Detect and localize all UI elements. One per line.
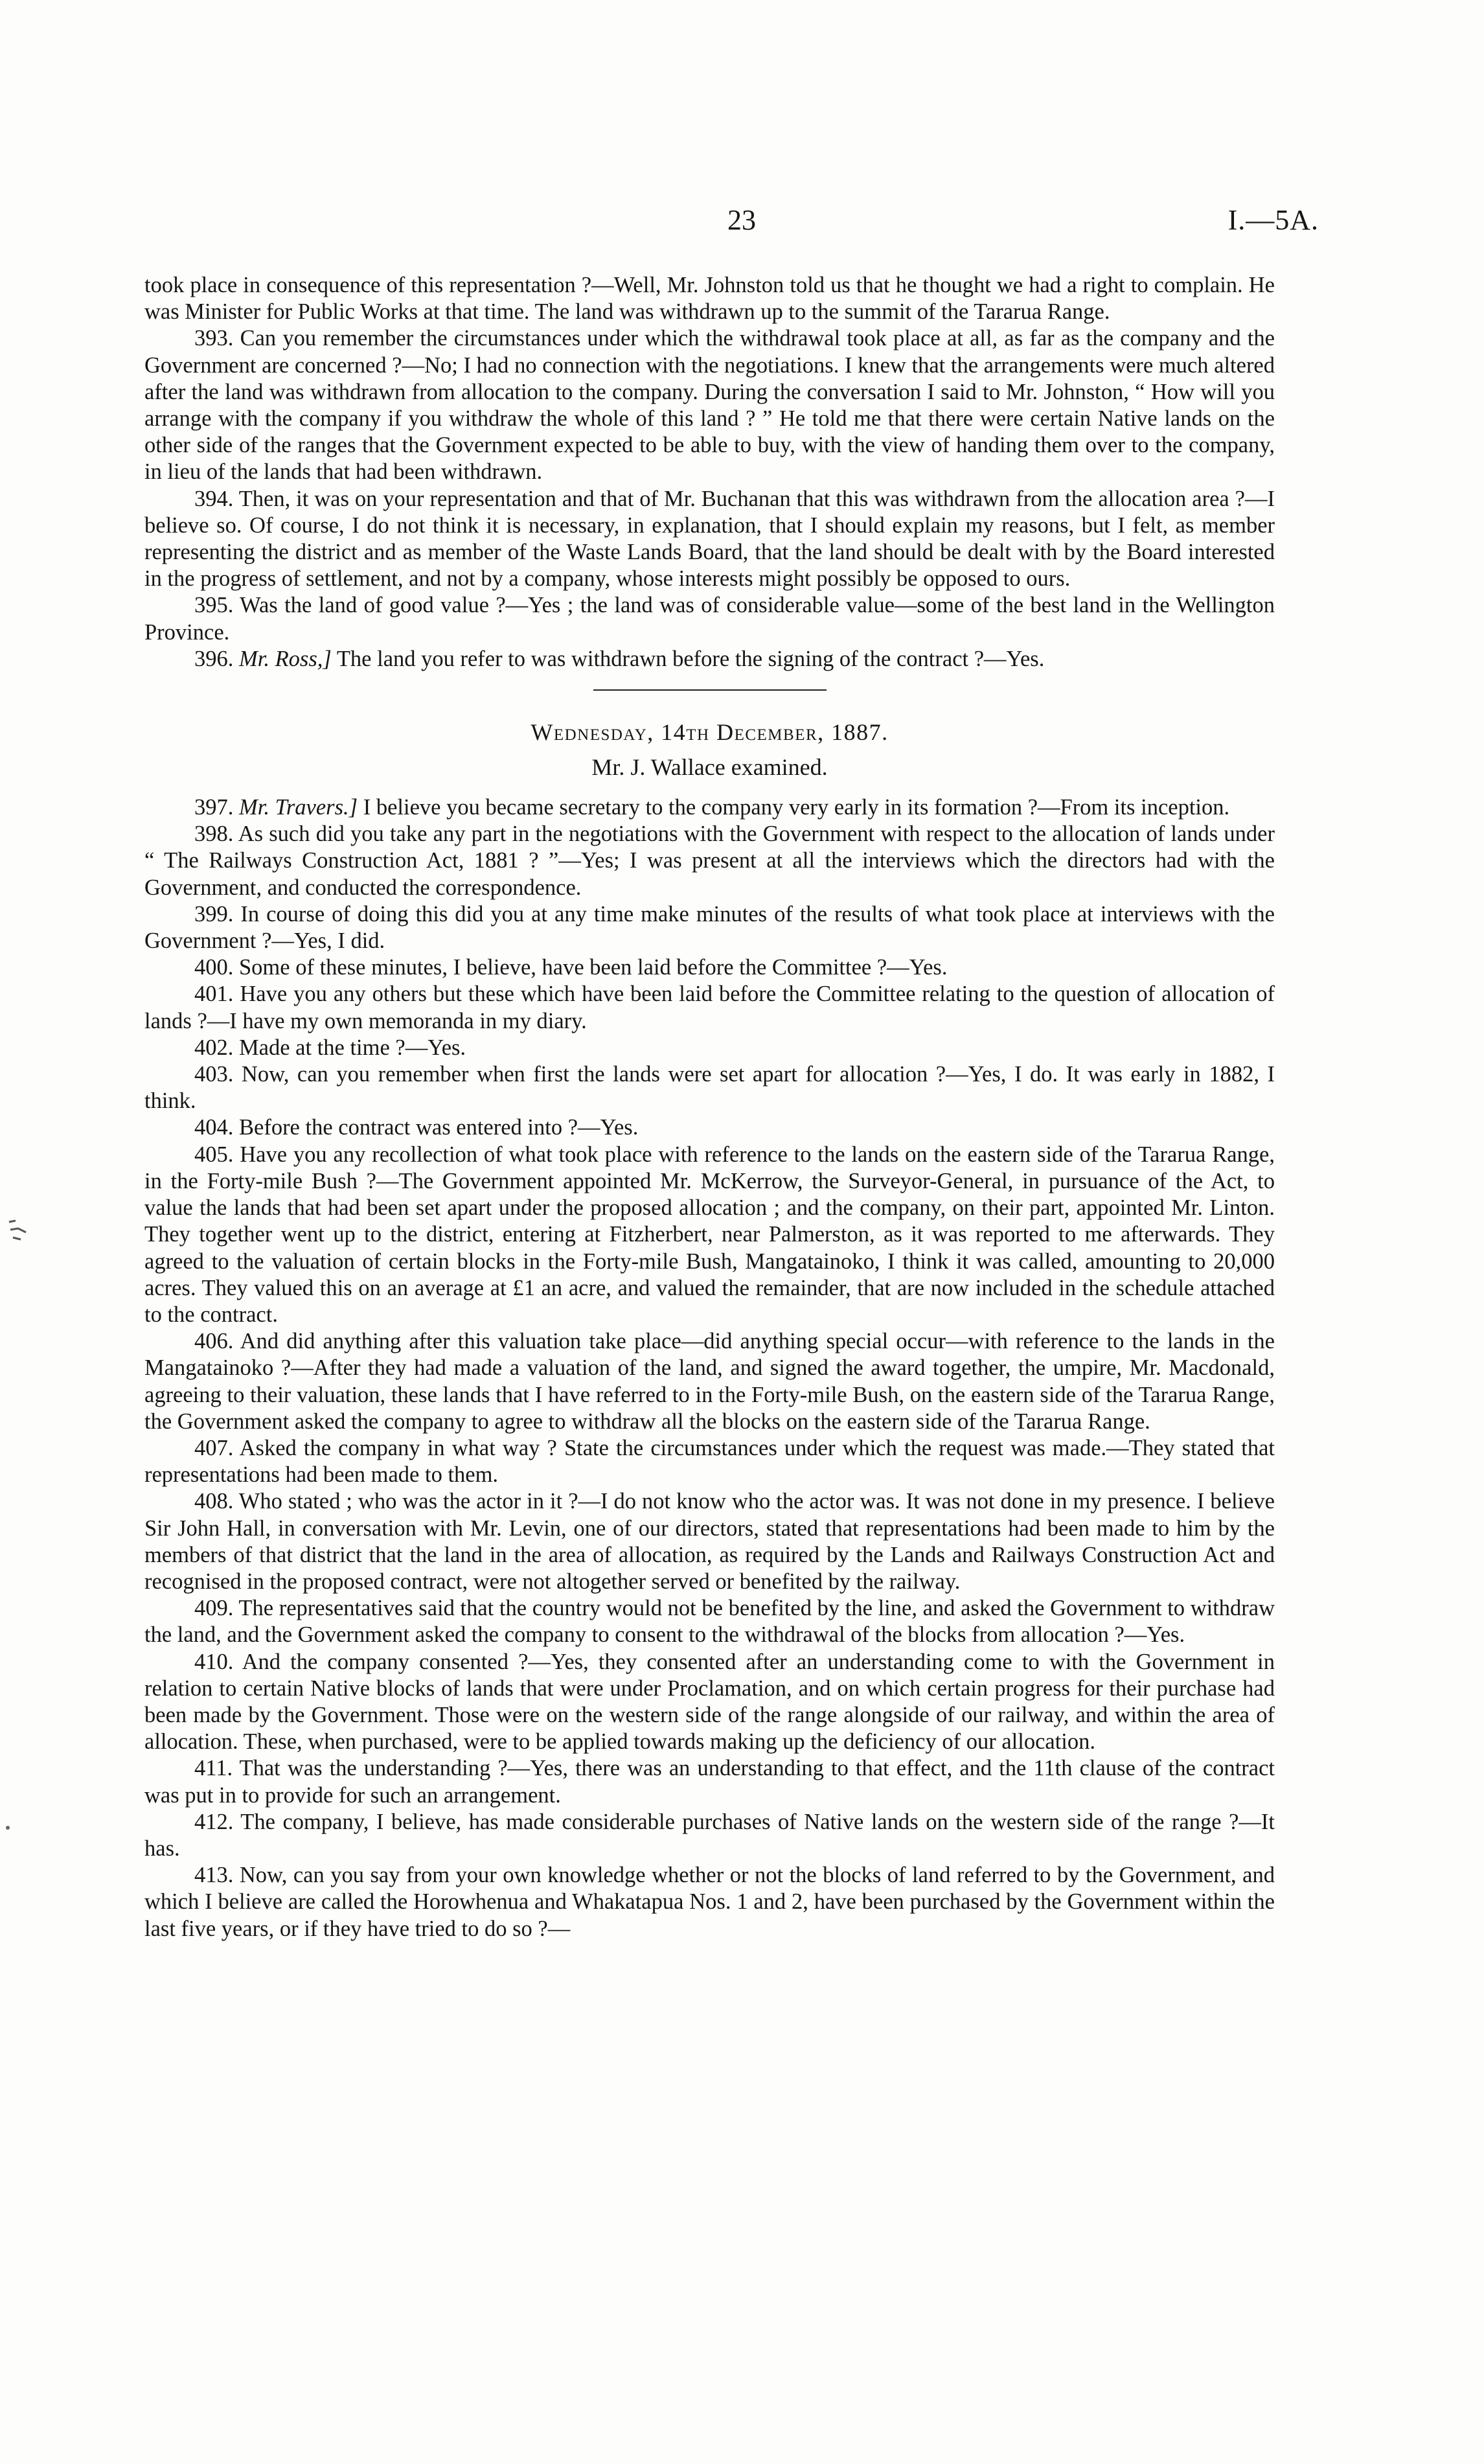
scan-speck-mark — [6, 1218, 35, 1244]
session-date-heading: Wednesday, 14th December, 1887. — [531, 719, 889, 746]
paragraph-407: 407. Asked the company in what way ? State the circumstances under which the request was made.—They stated that representations had been made to them. — [144, 1435, 1275, 1488]
question-number: 396. — [194, 646, 234, 671]
paragraph-400: 400. Some of these minutes, I believe, have been laid before the Committee ?—Yes. — [194, 955, 948, 980]
scan-speck-mark — [4, 1824, 12, 1832]
speaker-name: Mr. Travers.] — [239, 795, 358, 820]
paragraph-397 — [144, 794, 1275, 821]
paragraph-398: 398. As such did you take any part in the negotiations with the Government with respect to the allocation of lands under “ The Railways Construction Act, 1881 ? ”—Yes; I was present at all the interviews which the directors had with the Government, and conducted the correspondence. — [144, 822, 1275, 900]
paragraph-406: 406. And did anything after this valuation take place—did anything special occur—with reference to the lands in the Mangatainoko ?—After they had made a valuation of the land, and signed the award together, the umpire, Mr. Macdonald, agreeing to their valuation, these lands that I have referred to in the Forty-mile Bush, on the eastern side of the Tararua Range, the Government asked the company to agree to withdraw all the blocks on the eastern side of the Tararua Range. — [144, 1329, 1275, 1434]
paragraph-411: 411. That was the understanding ?—Yes, there was an understanding to that effect, and the 11th clause of the contract was put in to provide for such an arrangement. — [144, 1756, 1275, 1808]
paragraph-405: 405. Have you any recollection of what took place with reference to the lands on the eastern side of the Tararua Range, in the Forty-mile Bush ?—The Government appointed Mr. McKerrow, the Surveyor-General, in pursuance of the Act, to value the lands that had been set apart under the proposed allocation ; and the company, on their part, appointed Mr. Linton. They together went up to the district, entering at Fitzherbert, near Palmerston, as it was reported to me afterwards. They agreed to the valuation of certain blocks in the Forty-mile Bush, Mangatainoko, I think it was called, amounting to 20,000 acres. They valued this on an average at £1 an acre, and valued the remainder, that are now included in the schedule attached to the contract. — [144, 1142, 1275, 1327]
paragraph-401: 401. Have you any others but these which have been laid before the Committee relating to the question of allocation of lands ?—I have my own memoranda in my diary. — [144, 982, 1275, 1033]
paragraph-413: 413. Now, can you say from your own knowledge whether or not the blocks of land referred to by the Government, and which I believe are called the Horowhenua and Whakatapua Nos. 1 and 2, have been purchased by the Government within the last five years, or if they have tried to do so ?— — [144, 1863, 1275, 1941]
question-text: I believe you became secretary to the company very early in its formation ?—From its inception. — [363, 795, 1230, 820]
paragraph-403: 403. Now, can you remember when first the lands were set apart for allocation ?—Yes, I do. It was early in 1882, I think. — [144, 1062, 1275, 1114]
document-reference: I.—5A. — [1227, 204, 1319, 236]
paragraph-412: 412. The company, I believe, has made considerable purchases of Native lands on the western side of the range ?—It has. — [144, 1809, 1275, 1861]
paragraph-396 — [144, 646, 1275, 673]
paragraph-395: 395. Was the land of good value ?—Yes ; the land was of considerable value—some of the best land in the Wellington Province. — [144, 593, 1275, 645]
paragraph-404: 404. Before the contract was entered into ?—Yes. — [194, 1115, 639, 1140]
paragraph-408: 408. Who stated ; who was the actor in it ?—I do not know who the actor was. It was not done in my presence. I believe Sir John Hall, in conversation with Mr. Levin, one of our directors, stated that representations had been made to him by the members of that district that the land in the area of allocation, as required by the Lands and Railways Construction Act and recognised in the proposed contract, were not altogether served or benefited by the railway. — [144, 1489, 1275, 1594]
body-text — [144, 272, 1275, 1942]
paragraph-410: 410. And the company consented ?—Yes, they consented after an understanding come to with the Government in relation to certain Native blocks of lands that were under Proclamation, and on which certain progress for their purchase had been made by the Government. Those were on the western side of the range alongside of our railway, and within the area of allocation. These, when purchased, were to be applied towards making up the deficiency of our allocation. — [144, 1649, 1275, 1755]
speaker-name: Mr. Ross,] — [239, 646, 332, 671]
question-number: 397. — [194, 795, 234, 820]
page-number: 23 — [727, 204, 756, 236]
witness-heading: Mr. J. Wallace examined. — [591, 754, 828, 781]
paragraph-409: 409. The representatives said that the country would not be benefited by the line, and asked the Government to withdraw the land, and the Government asked the company to consent to the withdrawal of the blocks from allocation ?—Yes. — [144, 1596, 1275, 1648]
paragraph-394: 394. Then, it was on your representation and that of Mr. Buchanan that this was withdrawn from the allocation area ?—I believe so. Of course, I do not think it is necessary, in explanation, that I should explain my reasons, but I felt, as member representing the district and as member of the Waste Lands Board, that the land should be dealt with by the Board interested in the progress of settlement, and not by a company, whose interests might possibly be opposed to ours. — [144, 486, 1275, 592]
question-text: The land you refer to was withdrawn before the signing of the contract ?—Yes. — [336, 646, 1045, 671]
paragraph-continued: took place in consequence of this representation ?—Well, Mr. Johnston told us that he thought we had a right to complain. He was Minister for Public Works at that time. The land was withdrawn up to the summit of the Tararua Range. — [144, 273, 1275, 325]
section-divider — [593, 689, 827, 691]
paragraph-402: 402. Made at the time ?—Yes. — [194, 1035, 466, 1060]
paragraph-393: 393. Can you remember the circumstances under which the withdrawal took place at all, as far as the company and the Government are concerned ?—No; I had no connection with the negotiations. I knew that the arrangements were much altered after the land was withdrawn from allocation to the company. During the conversation I said to Mr. Johnston, “ How will you arrange with the company if you withdraw the whole of this land ? ” He told me that there were certain Native lands on the other side of the ranges that the Government expected to be able to buy, with the view of handing them over to the company, in lieu of the lands that had been withdrawn. — [144, 326, 1275, 485]
paragraph-399: 399. In course of doing this did you at any time make minutes of the results of what took place at interviews with the Government ?—Yes, I did. — [144, 901, 1275, 954]
